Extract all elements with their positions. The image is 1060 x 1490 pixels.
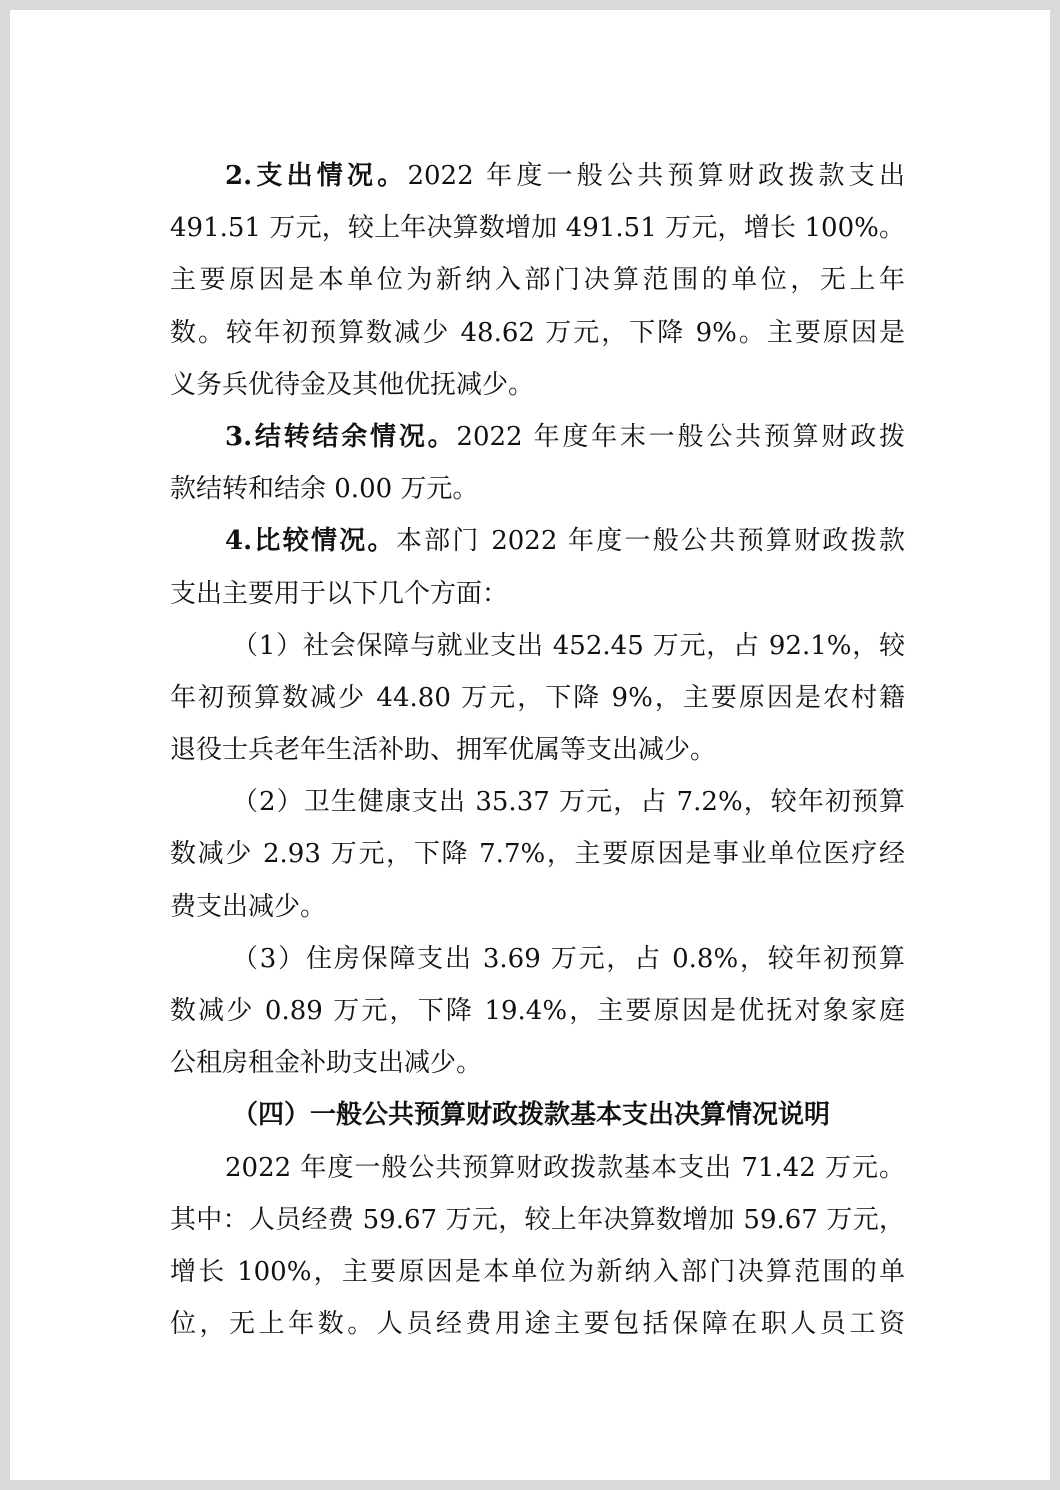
paragraph-line: 义务兵优待金及其他优抚减少。 — [170, 369, 535, 400]
paragraph-line: （2）卫生健康支出 35.37 万元，占 7.2%，较年初预算 — [232, 787, 905, 818]
subsection-heading: （四）一般公共预算财政拨款基本支出决算情况说明 — [232, 1100, 831, 1131]
paragraph-line — [170, 411, 905, 463]
paragraph-line — [170, 515, 905, 567]
paragraph-line: 公租房租金补助支出减少。 — [170, 1048, 483, 1079]
paragraph-line: 数减少 0.89 万元，下降 19.4%，主要原因是优抚对象家庭 — [170, 996, 905, 1026]
paragraph-line: 2022 年度一般公共预算财政拨款基本支出 71.42 万元。 — [225, 1152, 905, 1183]
paragraph-line: （3）住房保障支出 3.69 万元，占 0.8%，较年初预算 — [232, 943, 905, 974]
paragraph-line: 491.51 万元，较上年决算数增加 491.51 万元，增长 100%。 — [170, 213, 905, 244]
document-page — [10, 10, 1050, 1480]
paragraph-line: 年初预算数减少 44.80 万元，下降 9%，主要原因是农村籍 — [170, 682, 905, 713]
paragraph-line: 支出主要用于以下几个方面： — [170, 578, 509, 609]
paragraph-line: 款结转和结余 0.00 万元。 — [170, 474, 479, 505]
document-body — [170, 150, 905, 1350]
paragraph-text: 2022 年度一般公共预算财政拨款支出 — [407, 161, 905, 191]
paragraph-line: 增长 100%，主要原因是本单位为新纳入部门决算范围的单 — [170, 1256, 905, 1287]
paragraph-line: 数。较年初预算数减少 48.62 万元，下降 9%。主要原因是 — [170, 317, 905, 348]
section-heading: 3.结转结余情况。 — [225, 421, 457, 452]
paragraph-line: 退役士兵老年生活补助、拥军优属等支出减少。 — [170, 735, 717, 766]
paragraph-text: 2022 年度年末一般公共预算财政拨 — [456, 421, 905, 452]
section-heading: 4.比较情况。 — [225, 526, 396, 557]
paragraph-line: （1）社会保障与就业支出 452.45 万元，占 92.1%，较 — [232, 630, 905, 661]
section-heading: 2.支出情况。 — [225, 161, 408, 191]
paragraph-line: 数减少 2.93 万元，下降 7.7%，主要原因是事业单位医疗经 — [170, 839, 905, 870]
paragraph-line: 费支出减少。 — [170, 891, 327, 922]
paragraph-line: 位，无上年数。人员经费用途主要包括保障在职人员工资 — [170, 1309, 905, 1340]
paragraph-line: 主要原因是本单位为新纳入部门决算范围的单位，无上年 — [170, 265, 905, 296]
paragraph-line — [170, 150, 905, 202]
paragraph-line: 其中：人员经费 59.67 万元，较上年决算数增加 59.67 万元， — [170, 1204, 905, 1235]
paragraph-text: 本部门 2022 年度一般公共预算财政拨款 — [395, 526, 905, 557]
